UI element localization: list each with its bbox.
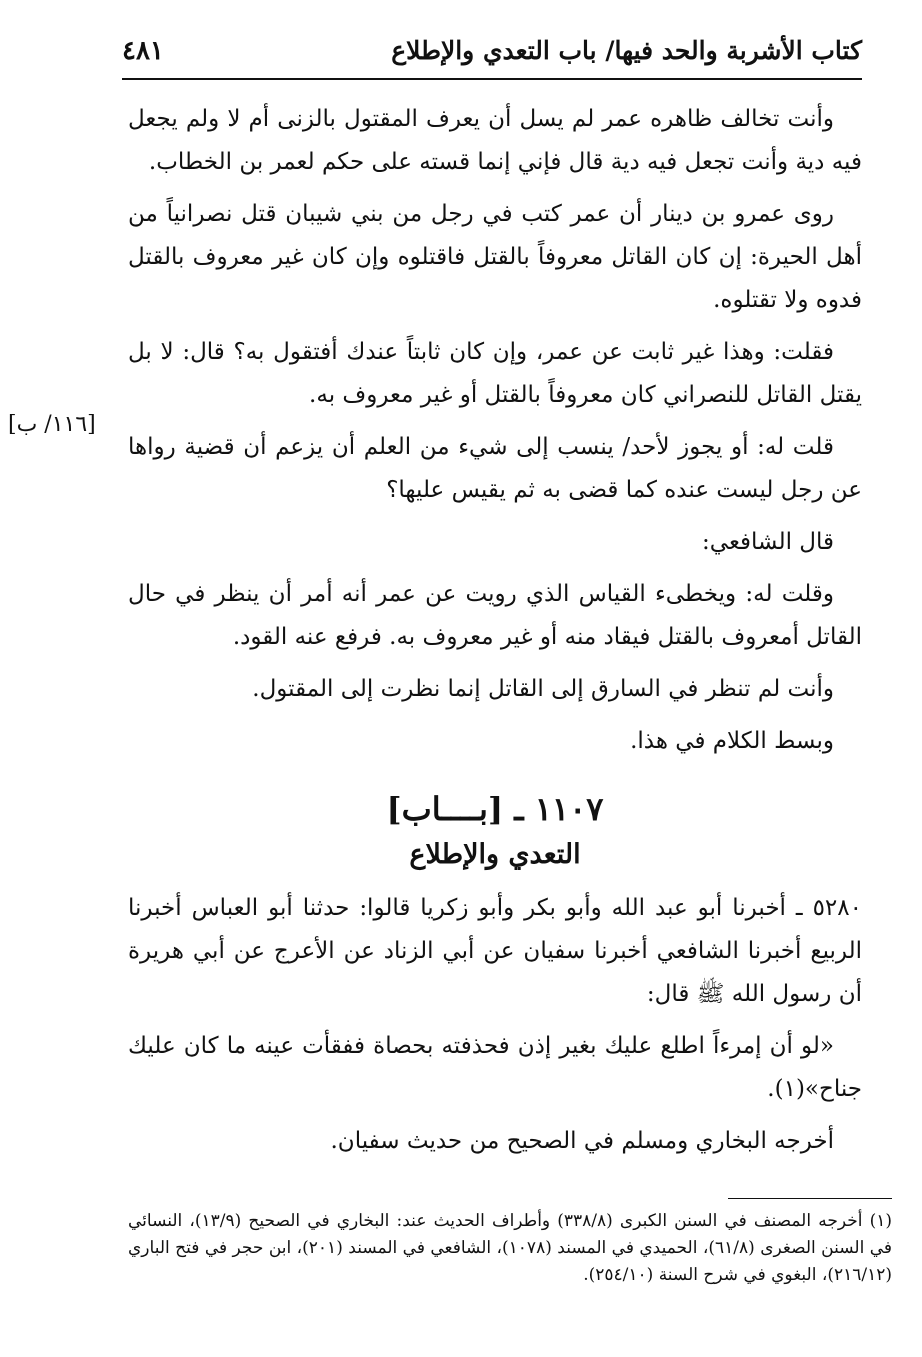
section-number: ١١٠٧ ـ [بــــاب]	[386, 790, 604, 828]
section-title: التعدي والإطلاع	[409, 839, 581, 870]
paragraph: قال الشافعي:	[702, 529, 834, 555]
footnote: (١) أخرجه المصنف في السنن الكبرى (٣٣٨/٨) وأطراف الحديث عند: البخاري في الصحيح (١٣/٩)، النسائي في السنن الصغرى (٦١/٨)، الحميدي في المسند (١٠٧٨)، الشافعي في المسند (٢٠١)، ابن حجر في فتح الباري (٢١٦/١٢)، البغوي في شرح السنة (٢٥٤/١٠).	[128, 1211, 893, 1285]
hadith-matn: «لو أن إمرءاً اطلع عليك بغير إذن فحذفته بحصاة ففقأت عينه ما كان عليك جناح»(١).	[128, 1033, 862, 1102]
footnote-divider	[728, 1198, 892, 1199]
paragraph: قلت له: أو يجوز لأحد/ ينسب إلى شيء من العلم أن يزعم أن قضية رواها عن رجل ليست عنده كما قضى به ثم يقيس عليها؟	[128, 434, 862, 503]
paragraph: وأنت لم تنظر في السارق إلى القاتل إنما نظرت إلى المقتول.	[252, 676, 834, 702]
paragraph: روى عمرو بن دينار أن عمر كتب في رجل من بني شيبان قتل نصرانياً من أهل الحيرة: إن كان القاتل معروفاً بالقتل فاقتلوه وإن كان غير معروف بالقتل فدوه ولا تقتلوه.	[128, 201, 862, 313]
paragraph: وقلت له: ويخطىء القياس الذي رويت عن عمر أنه أمر أن ينظر في حال القاتل أمعروف بالقتل فيقاد منه أو غير معروف به. فرفع عنه القود.	[128, 581, 862, 650]
page-number: ٤٨١	[122, 36, 164, 66]
margin-folio-note: [١١٦/ ب]	[8, 412, 96, 437]
footnotes	[128, 1208, 892, 1289]
paragraph: وأنت تخالف ظاهره عمر لم يسل أن يعرف المقتول بالزنى أم لا ولم يجعل فيه دية وأنت تجعل فيه دية قال فإني إنما قسته على حكم لعمر بن الخطاب.	[128, 106, 862, 175]
paragraph: وبسط الكلام في هذا.	[630, 728, 834, 754]
hadith-takhrij: أخرجه البخاري ومسلم في الصحيح من حديث سفيان.	[330, 1128, 834, 1154]
running-title: كتاب الأشربة والحد فيها/ باب التعدي والإطلاع	[391, 36, 862, 65]
hadith-isnad: ٥٢٨٠ ـ أخبرنا أبو عبد الله وأبو بكر وأبو زكريا قالوا: حدثنا أبو العباس أخبرنا الربيع أخبرنا الشافعي أخبرنا سفيان عن أبي الزناد عن الأعرج عن أبي هريرة أن رسول الله ﷺ قال:	[128, 895, 862, 1007]
main-text	[128, 98, 862, 1172]
page-header	[122, 30, 862, 80]
paragraph: فقلت: وهذا غير ثابت عن عمر، وإن كان ثابتاً عندك أفتقول به؟ قال: لا بل يقتل القاتل للنصراني كان معروفاً بالقتل أو غير معروف به.	[128, 339, 862, 408]
